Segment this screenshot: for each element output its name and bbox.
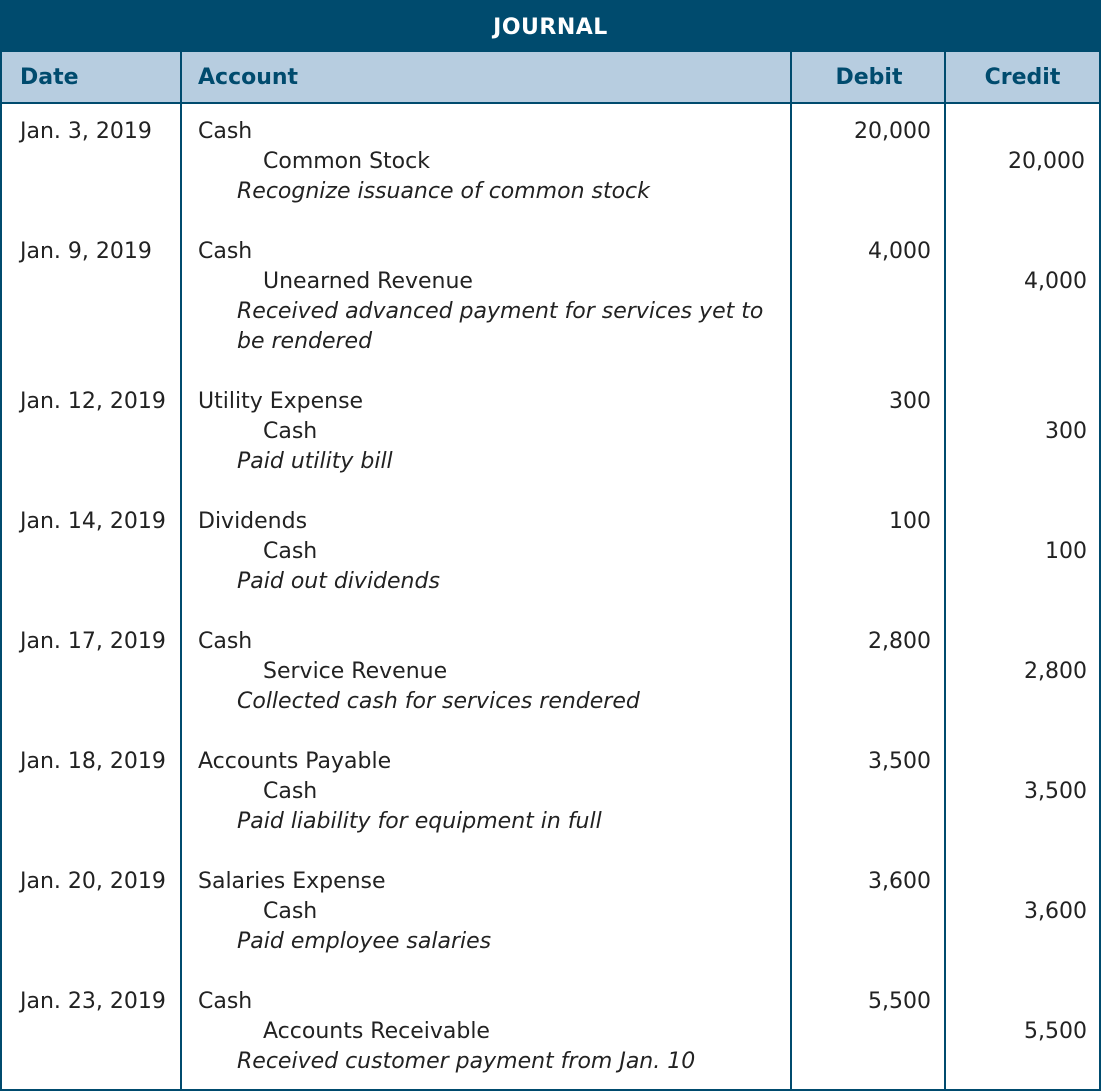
entry-date: Jan. 12, 2019 (20, 389, 166, 414)
credit-account: Cash (263, 899, 318, 924)
credit-amount: 100 (1045, 539, 1087, 564)
entry-date: Jan. 9, 2019 (20, 239, 152, 264)
credit-amount: 5,500 (1024, 1019, 1087, 1044)
header-row (2, 52, 1099, 104)
entry-memo: Received customer payment from Jan. 10 (237, 1049, 696, 1074)
debit-account: Cash (198, 629, 253, 654)
debit-account: Utility Expense (198, 389, 364, 414)
debit-account: Cash (198, 989, 253, 1014)
column-divider (180, 52, 182, 1089)
debit-account: Accounts Payable (198, 749, 392, 774)
credit-amount: 2,800 (1024, 659, 1087, 684)
debit-amount: 2,800 (868, 629, 931, 654)
credit-account: Cash (263, 419, 318, 444)
entry-date: Jan. 18, 2019 (20, 749, 166, 774)
entry-date: Jan. 23, 2019 (20, 989, 166, 1014)
header-debit: Debit (835, 64, 903, 90)
credit-amount: 300 (1045, 419, 1087, 444)
entry-memo: Paid out dividends (237, 569, 440, 594)
debit-amount: 300 (889, 389, 931, 414)
credit-amount: 20,000 (1008, 149, 1085, 174)
debit-amount: 5,500 (868, 989, 931, 1014)
entry-memo: Paid liability for equipment in full (237, 809, 602, 834)
debit-amount: 100 (889, 509, 931, 534)
credit-account: Cash (263, 539, 318, 564)
entry-date: Jan. 3, 2019 (20, 119, 152, 144)
entry-date: Jan. 14, 2019 (20, 509, 166, 534)
debit-amount: 4,000 (868, 239, 931, 264)
header-credit: Credit (984, 64, 1061, 90)
journal-title: JOURNAL (2, 2, 1099, 52)
header-account: Account (198, 64, 299, 90)
credit-account: Unearned Revenue (263, 269, 473, 294)
entry-memo: Recognize issuance of common stock (237, 179, 650, 204)
credit-account: Service Revenue (263, 659, 448, 684)
credit-account: Cash (263, 779, 318, 804)
entry-date: Jan. 20, 2019 (20, 869, 166, 894)
debit-account: Cash (198, 239, 253, 264)
credit-amount: 4,000 (1024, 269, 1087, 294)
debit-amount: 3,500 (868, 749, 931, 774)
entry-memo: Received advanced payment for services yet to be rendered (237, 299, 764, 354)
column-divider (944, 52, 946, 1089)
credit-amount: 3,600 (1024, 899, 1087, 924)
entry-memo: Paid employee salaries (237, 929, 492, 954)
debit-amount: 3,600 (868, 869, 931, 894)
debit-amount: 20,000 (854, 119, 931, 144)
credit-amount: 3,500 (1024, 779, 1087, 804)
debit-account: Salaries Expense (198, 869, 386, 894)
header-date: Date (20, 64, 79, 90)
entry-memo: Paid utility bill (237, 449, 393, 474)
debit-account: Dividends (198, 509, 308, 534)
entry-date: Jan. 17, 2019 (20, 629, 166, 654)
column-divider (790, 52, 792, 1089)
debit-account: Cash (198, 119, 253, 144)
credit-account: Common Stock (263, 149, 430, 174)
credit-account: Accounts Receivable (263, 1019, 490, 1044)
entry-memo: Collected cash for services rendered (237, 689, 640, 714)
